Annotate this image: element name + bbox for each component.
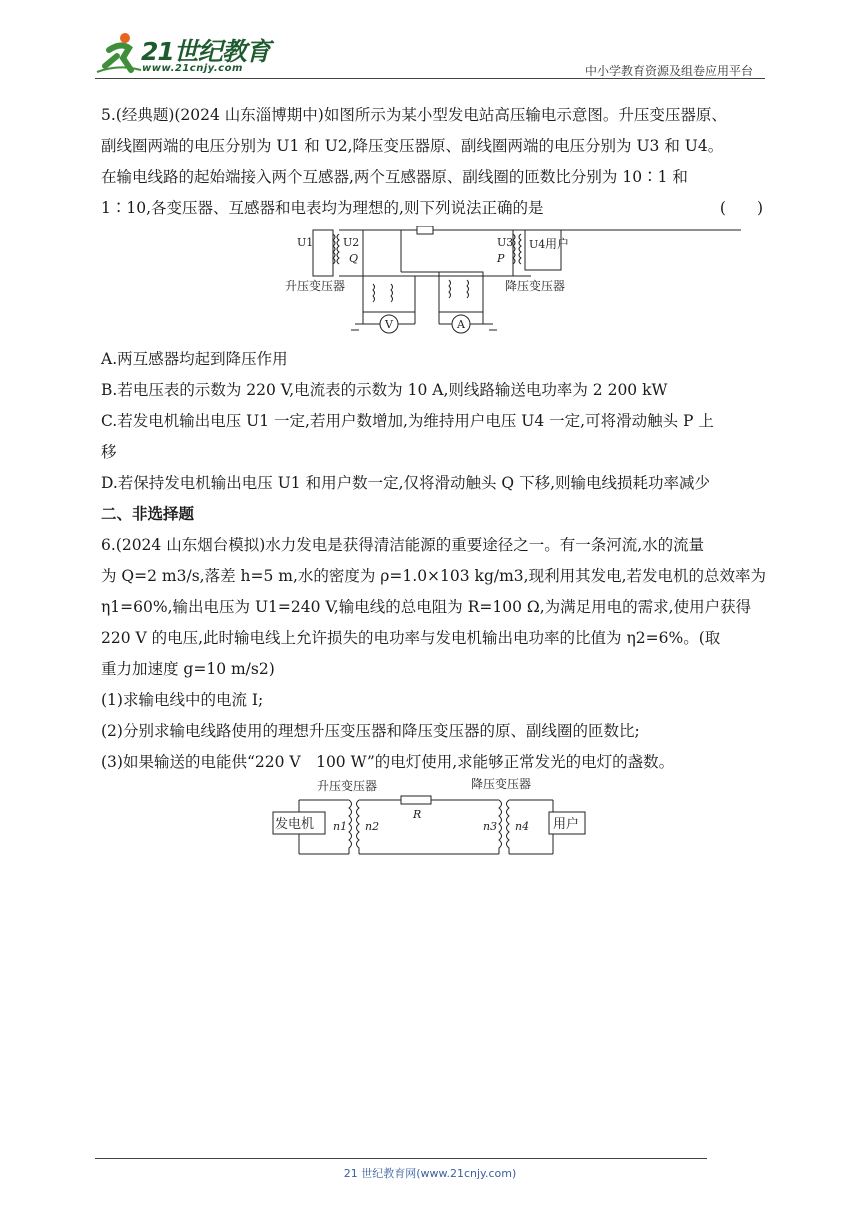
fig5-step-down: 降压变压器 bbox=[505, 279, 566, 293]
q5-option-a: A.两互感器均起到降压作用 bbox=[101, 350, 288, 368]
q5-option-c2: 移 bbox=[101, 443, 117, 461]
fig6-n2: n2 bbox=[365, 820, 380, 833]
section-heading: 二、非选择题 bbox=[101, 505, 195, 523]
q5-circuit-figure bbox=[101, 226, 768, 344]
fig5-u3: U3 bbox=[497, 236, 514, 249]
q5-line4 bbox=[101, 193, 768, 224]
q6-sub3: (3)如果输送的电能供“220 V 100 W”的电灯使用,求能够正常发光的电灯的盏数。 bbox=[101, 753, 675, 771]
q5-option-b: B.若电压表的示数为 220 V,电流表的示数为 10 A,则线路输送电功率为 2 200 kW bbox=[101, 381, 668, 399]
runner-logo-icon bbox=[95, 30, 143, 74]
q6-sub2: (2)分别求输电线路使用的理想升压变压器和降压变压器的原、副线圈的匝数比; bbox=[101, 722, 640, 740]
fig5-u1: U1 bbox=[297, 236, 314, 249]
header-divider bbox=[95, 78, 765, 79]
fig6-n1: n1 bbox=[333, 820, 348, 833]
logo bbox=[95, 30, 295, 78]
q6-line5: 重力加速度 g=10 m/s2) bbox=[101, 660, 275, 678]
q5-line2: 副线圈两端的电压分别为 U1 和 U2,降压变压器原、副线圈两端的电压分别为 U3 和 U4。 bbox=[101, 137, 724, 155]
fig5-p: P bbox=[497, 252, 505, 265]
platform-name: 中小学教育资源及组卷应用平台 bbox=[584, 64, 753, 78]
logo-text: 21世纪教育 bbox=[141, 37, 270, 66]
q5-line3: 在输电线路的起始端接入两个互感器,两个互感器原、副线圈的匝数比分别为 10∶1 和 bbox=[101, 168, 688, 186]
q6-sub1: (1)求输电线中的电流 I; bbox=[101, 691, 264, 709]
fig6-r: R bbox=[413, 808, 422, 821]
page-footer: 21 世纪教育网(www.21cnjy.com) bbox=[343, 1167, 517, 1180]
fig6-step-up: 升压变压器 bbox=[317, 779, 378, 793]
fig6-user: 用户 bbox=[553, 817, 580, 832]
q6-line1: 6.(2024 山东烟台模拟)水力发电是获得清洁能源的重要途径之一。有一条河流,水的流量 bbox=[101, 536, 705, 554]
fig5-q: Q bbox=[349, 252, 359, 265]
q6-line4: 220 V 的电压,此时输电线上允许损失的电功率与发电机输出电功率的比值为 η2=6%。(取 bbox=[101, 629, 721, 647]
fig5-u4: U4 bbox=[529, 238, 546, 251]
fig5-u2: U2 bbox=[343, 236, 360, 249]
fig5-user: 用户 bbox=[545, 237, 570, 251]
answer-paren: ( ) bbox=[719, 199, 763, 217]
logo-url: www.21cnjy.com bbox=[142, 63, 243, 74]
fig6-generator: 发电机 bbox=[275, 817, 315, 832]
page-content bbox=[101, 100, 768, 874]
q6-line2: 为 Q=2 m3/s,落差 h=5 m,水的密度为 ρ=1.0×103 kg/m3,现利用其发电,若发电机的总效率为 bbox=[101, 567, 767, 585]
fig5-voltmeter: V bbox=[385, 318, 393, 331]
q5-option-d: D.若保持发电机输出电压 U1 和用户数一定,仅将滑动触头 Q 下移,则输电线损耗功率减少 bbox=[101, 474, 710, 492]
q5-line4-text: 1∶10,各变压器、互感器和电表均为理想的,则下列说法正确的是 bbox=[101, 199, 544, 217]
fig6-n4: n4 bbox=[515, 820, 530, 833]
q5-option-c1: C.若发电机输出电压 U1 一定,若用户数增加,为维持用户电压 U4 一定,可将滑动触头 P 上 bbox=[101, 412, 714, 430]
footer-divider bbox=[95, 1158, 707, 1159]
fig6-step-down: 降压变压器 bbox=[471, 778, 532, 791]
fig5-ammeter: A bbox=[457, 318, 465, 331]
q6-circuit-figure bbox=[101, 778, 768, 874]
page-header bbox=[95, 30, 765, 80]
fig5-step-up: 升压变压器 bbox=[285, 279, 346, 293]
fig6-n3: n3 bbox=[483, 820, 498, 833]
q6-line3: η1=60%,输出电压为 U1=240 V,输电线的总电阻为 R=100 Ω,为满足用电的需求,使用户获得 bbox=[101, 598, 752, 616]
q5-line1: 5.(经典题)(2024 山东淄博期中)如图所示为某小型发电站高压输电示意图。升压变压器原、 bbox=[101, 106, 727, 124]
